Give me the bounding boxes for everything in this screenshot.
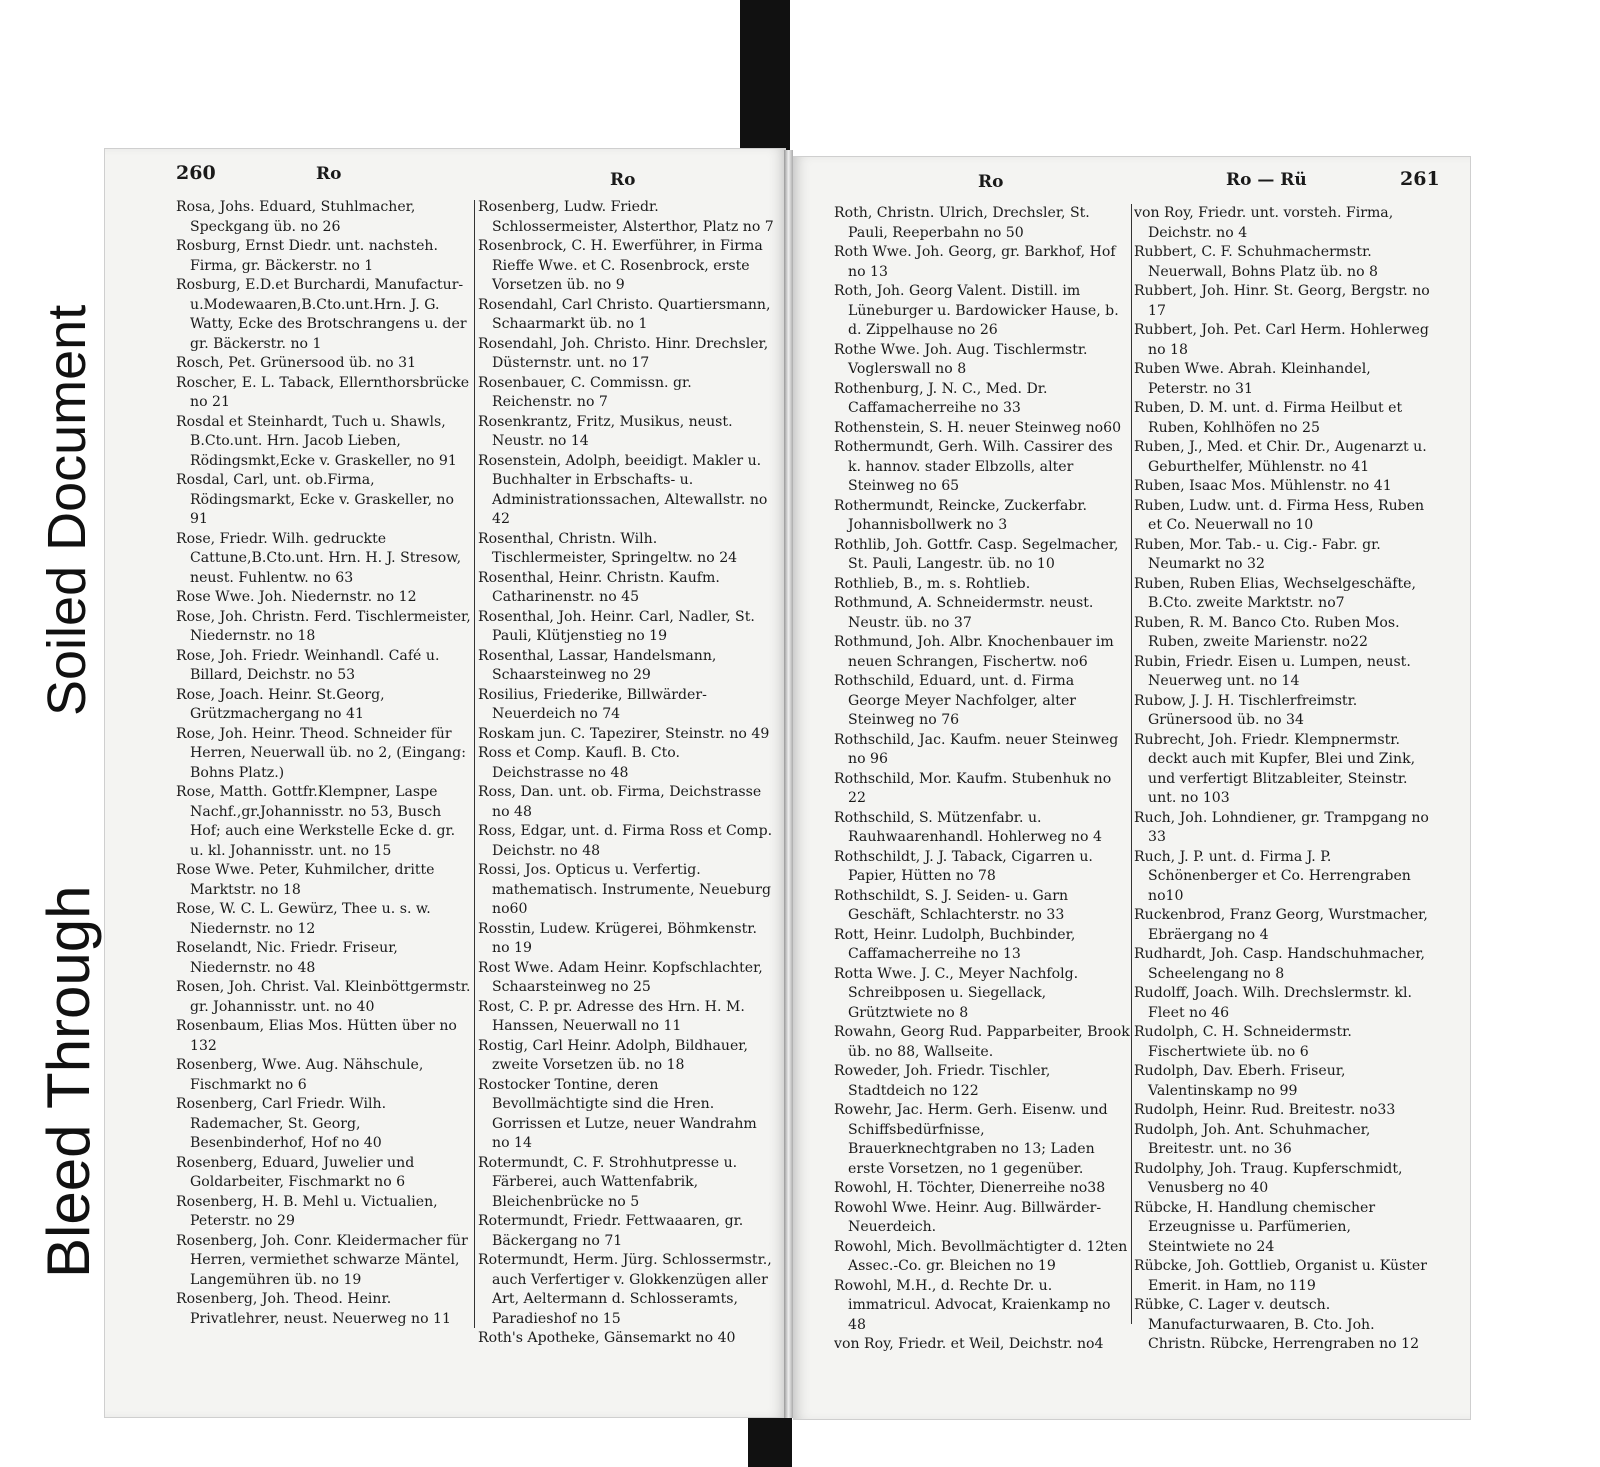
directory-entry: Rudolph, Joh. Ant. Schuhmacher, Breitestr. unt. no 36 (1134, 1121, 1371, 1157)
directory-entry: Rose, Joach. Heinr. St.Georg, Grützmachergang no 41 (176, 686, 385, 722)
directory-entry: Rosenthal, Lassar, Handelsmann, Schaarsteinweg no 29 (478, 647, 717, 683)
directory-entry: Rothmund, Joh. Albr. Knochenbauer im neuen Schrangen, Fischertw. no6 (834, 634, 1114, 670)
directory-entry: Rothlieb, B., m. s. Rohtlieb. (834, 575, 1031, 592)
directory-entry: Rosenberg, Eduard, Juwelier und Goldarbeiter, Fischmarkt no 6 (176, 1154, 415, 1190)
directory-entry: Rudolphy, Joh. Traug. Kupferschmidt, Venusberg no 40 (1134, 1160, 1403, 1196)
right-header-center: Ro (978, 172, 1004, 192)
directory-entry: Roselandt, Nic. Friedr. Friseur, Niedernstr. no 48 (176, 940, 398, 976)
left-column-2 (478, 198, 774, 1349)
directory-entry: Ruben, Isaac Mos. Mühlenstr. no 41 (1134, 478, 1392, 494)
directory-entry: Rosen, Joh. Christ. Val. Kleinböttgermstr. gr. Johannisstr. unt. no 40 (176, 979, 471, 1015)
directory-entry: Rosenberg, Ludw. Friedr. Schlossermeister, Alsterthor, Platz no 7 (478, 199, 774, 235)
directory-entry: Rübcke, H. Handlung chemischer Erzeugnisse u. Parfümerien, Steintwiete no 24 (1134, 1199, 1376, 1255)
directory-entry: Rubin, Friedr. Eisen u. Lumpen, neust. Neuerweg unt. no 14 (1134, 653, 1411, 689)
directory-entry: Ruben, Ludw. unt. d. Firma Hess, Ruben et Co. Neuerwall no 10 (1134, 497, 1425, 533)
directory-entry: von Roy, Friedr. et Weil, Deichstr. no4 (834, 1336, 1104, 1352)
directory-entry: Rowohl, Mich. Bevollmächtigter d. 12ten Assec.-Co. gr. Bleichen no 19 (834, 1238, 1128, 1274)
directory-entry: Rose, Matth. Gottfr.Klempner, Laspe Nachf.,gr.Johannisstr. no 53, Busch Hof; auch eine Werkstelle Ecke d. gr. u. kl. Johannisstr. unt. no 15 (176, 784, 456, 859)
directory-entry: Rosenberg, Wwe. Aug. Nähschule, Fischmarkt no 6 (176, 1057, 424, 1093)
directory-entry: Rost Wwe. Adam Heinr. Kopfschlachter, Schaarsteinweg no 25 (478, 959, 763, 995)
directory-entry: Roth, Joh. Georg Valent. Distill. im Lüneburger u. Bardowicker Hause, b. d. Zippelhause no 26 (834, 283, 1119, 338)
directory-entry: Rose, Joh. Christn. Ferd. Tischlermeister, Niedernstr. no 18 (176, 608, 471, 644)
directory-entry: Rosenbrock, C. H. Ewerführer, in Firma Rieffe Wwe. et C. Rosenbrock, erste Vorsetzen üb. no 9 (478, 238, 763, 293)
directory-entry: Rosa, Johs. Eduard, Stuhlmacher, Speckgang üb. no 26 (176, 199, 416, 235)
directory-entry: Ross, Dan. unt. ob. Firma, Deichstrasse no 48 (478, 784, 762, 820)
directory-entry: Ross et Comp. Kaufl. B. Cto. Deichstrasse no 48 (478, 745, 680, 781)
directory-entry: Rose Wwe. Peter, Kuhmilcher, dritte Marktstr. no 18 (176, 862, 435, 898)
directory-entry: Rotta Wwe. J. C., Meyer Nachfolg. Schreibposen u. Siegellack, Grütztwiete no 8 (834, 965, 1079, 1021)
directory-entry: Rothschildt, J. J. Taback, Cigarren u. Papier, Hütten no 78 (834, 848, 1093, 884)
directory-entry: Rost, C. P. pr. Adresse des Hrn. H. M. Hanssen, Neuerwall no 11 (478, 998, 745, 1034)
directory-entry: Rothschild, Jac. Kaufm. neuer Steinweg no 96 (834, 731, 1119, 767)
directory-entry: Rowahn, Georg Rud. Papparbeiter, Brook üb. no 88, Wallseite. (834, 1024, 1130, 1060)
directory-entry: Rübke, C. Lager v. deutsch. Manufacturwaaren, B. Cto. Joh. Christn. Rübcke, Herrengraben no 12 (1134, 1297, 1420, 1352)
directory-entry: Roscher, E. L. Taback, Ellernthorsbrücke no 21 (176, 374, 470, 410)
directory-entry: Ruben, Ruben Elias, Wechselgeschäfte, B.Cto. zweite Marktstr. no7 (1134, 575, 1416, 611)
directory-entry: Rosenthal, Joh. Heinr. Carl, Nadler, St. Pauli, Klütjenstieg no 19 (478, 608, 755, 644)
directory-entry: Rott, Heinr. Ludolph, Buchbinder, Caffamacherreihe no 13 (834, 926, 1076, 962)
directory-entry: Rosburg, E.D.et Burchardi, Manufactur-u.Modewaaren,B.Cto.unt.Hrn. J. G. Watty, Ecke des Brotschrangens u. der gr. Bäckerstr. no 1 (176, 277, 467, 352)
directory-entry: Rubbert, C. F. Schuhmachermstr. Neuerwall, Bohns Platz üb. no 8 (1134, 244, 1379, 280)
directory-entry: Rowohl, M.H., d. Rechte Dr. u. immatricul. Advocat, Kraienkamp no 48 (834, 1277, 1111, 1333)
book-spine (784, 150, 793, 1418)
directory-entry: Rosdal et Steinhardt, Tuch u. Shawls, B.Cto.unt. Hrn. Jacob Lieben, Rödingsmkt,Ecke v. Graskeller, no 91 (176, 413, 457, 469)
directory-entry: Rosenberg, H. B. Mehl u. Victualien, Peterstr. no 29 (176, 1193, 438, 1229)
binding-top (740, 0, 790, 150)
directory-entry: Roweder, Joh. Friedr. Tischler, Stadtdeich no 122 (834, 1063, 1051, 1099)
directory-entry: Rose, Joh. Friedr. Weinhandl. Café u. Billard, Deichstr. no 53 (176, 647, 440, 683)
right-column-divider (1131, 204, 1132, 1324)
directory-entry: Rothermundt, Reincke, Zuckerfabr. Johannisbollwerk no 3 (834, 497, 1088, 533)
directory-entry: Rothenstein, S. H. neuer Steinweg no60 (834, 419, 1122, 436)
directory-entry: Rosenstein, Adolph, beeidigt. Makler u. Buchhalter in Erbschafts- u. Administrationssachen, Altewallstr. no 42 (478, 452, 768, 527)
directory-entry: Ruben Wwe. Abrah. Kleinhandel, Peterstr. no 31 (1134, 361, 1371, 397)
directory-entry: Rosenberg, Joh. Theod. Heinr. Privatlehrer, neust. Neuerweg no 11 (176, 1291, 451, 1327)
directory-entry: Rosch, Pet. Grünersood üb. no 31 (176, 355, 417, 371)
directory-entry: Rothschild, S. Mützenfabr. u. Rauhwaarenhandl. Hohlerweg no 4 (834, 809, 1102, 845)
directory-entry: Rudolff, Joach. Wilh. Drechslermstr. kl. Fleet no 46 (1134, 985, 1413, 1021)
directory-entry: Rowehr, Jac. Herm. Gerh. Eisenw. und Schiffsbedürfnisse, Brauerknechtgraben no 13; Laden erste Vorsetzen, no 1 gegenüber. (834, 1102, 1108, 1177)
right-column-1 (834, 204, 1130, 1355)
directory-entry: Rothmund, A. Schneidermstr. neust. Neustr. üb. no 37 (834, 595, 1094, 631)
directory-entry: Rosenthal, Christn. Wilh. Tischlermeister, Springeltw. no 24 (478, 530, 738, 566)
directory-entry: Rubbert, Joh. Hinr. St. Georg, Bergstr. no 17 (1134, 283, 1430, 319)
directory-entry: Rubrecht, Joh. Friedr. Klempnermstr. deckt auch mit Kupfer, Blei und Zink, und verfertigt Blitzableiter, Steinstr. unt. no 103 (1134, 731, 1416, 806)
directory-entry: Rosenbauer, C. Commissn. gr. Reichenstr. no 7 (478, 374, 692, 410)
directory-entry: Rotermundt, Friedr. Fettwaaaren, gr. Bäckergang no 71 (478, 1213, 744, 1249)
directory-entry: Ruben, D. M. unt. d. Firma Heilbut et Ruben, Kohlhöfen no 25 (1134, 400, 1403, 436)
directory-entry: Rothschildt, S. J. Seiden- u. Garn Geschäft, Schlachterstr. no 33 (834, 887, 1069, 923)
bleed-through-label: Bleed Through (16, 822, 114, 1292)
directory-entry: Rosendahl, Joh. Christo. Hinr. Drechsler, Düsternstr. unt. no 17 (478, 335, 769, 371)
directory-entry: Roth, Christn. Ulrich, Drechsler, St. Pauli, Reeperbahn no 50 (834, 205, 1090, 241)
directory-entry: Rose, W. C. L. Gewürz, Thee u. s. w. Niedernstr. no 12 (176, 901, 431, 937)
directory-entry: Rosenkrantz, Fritz, Musikus, neust. Neustr. no 14 (478, 413, 733, 449)
directory-entry: Rosstin, Ludew. Krügerei, Böhmkenstr. no 19 (478, 920, 757, 956)
directory-entry: Rudhardt, Joh. Casp. Handschuhmacher, Scheelengang no 8 (1134, 946, 1426, 982)
directory-entry: Rowohl Wwe. Heinr. Aug. Billwärder-Neuerdeich. (834, 1199, 1102, 1235)
soiled-document-label: Soiled Document (26, 250, 88, 730)
directory-entry: Rosenthal, Heinr. Christn. Kaufm. Catharinenstr. no 45 (478, 569, 720, 605)
directory-entry: Rothermundt, Gerh. Wilh. Cassirer des k. hannov. stader Elbzolls, alter Steinweg no 65 (834, 439, 1113, 494)
directory-entry: Rostig, Carl Heinr. Adolph, Bildhauer, zweite Vorsetzen üb. no 18 (478, 1037, 748, 1073)
directory-entry: Rosendahl, Carl Christo. Quartiersmann, Schaarmarkt üb. no 1 (478, 296, 771, 332)
left-header-left: Ro (316, 164, 342, 184)
left-header-center: Ro (610, 170, 636, 190)
directory-entry: Rotermundt, C. F. Strohhutpresse u. Färberei, auch Wattenfabrik, Bleichenbrücke no 5 (478, 1154, 738, 1210)
left-page-number: 260 (176, 162, 216, 184)
directory-entry: Rose, Joh. Heinr. Theod. Schneider für Herren, Neuerwall üb. no 2, (Eingang: Bohns Platz.) (176, 725, 466, 781)
directory-entry: Rudolph, C. H. Schneidermstr. Fischertwiete üb. no 6 (1134, 1024, 1352, 1060)
directory-entry: Rose, Friedr. Wilh. gedruckte Cattune,B.Cto.unt. Hrn. H. J. Stresow, neust. Fuhlentw. no 63 (176, 530, 462, 586)
directory-entry: Rudolph, Heinr. Rud. Breitestr. no33 (1134, 1102, 1396, 1118)
directory-entry: Rosenbaum, Elias Mos. Hütten über no 132 (176, 1018, 457, 1054)
left-column-divider (474, 200, 475, 1328)
directory-entry: Rothschild, Eduard, unt. d. Firma George Meyer Nachfolger, alter Steinweg no 76 (834, 673, 1077, 728)
directory-entry: Roskam jun. C. Tapezirer, Steinstr. no 49 (478, 725, 770, 742)
directory-entry: Rudolph, Dav. Eberh. Friseur, Valentinskamp no 99 (1134, 1063, 1346, 1099)
directory-entry: Rotermundt, Herm. Jürg. Schlossermstr., auch Verfertiger v. Glokkenzügen aller Art, Aeltermann d. Schlosseramts, Paradieshof no 15 (478, 1252, 772, 1327)
directory-entry: Roth Wwe. Joh. Georg, gr. Barkhof, Hof no 13 (834, 244, 1116, 280)
directory-entry: Ruch, J. P. unt. d. Firma J. P. Schönenberger et Co. Herrengraben no10 (1134, 848, 1411, 904)
directory-entry: Rothlib, Joh. Gottfr. Casp. Segelmacher, St. Pauli, Langestr. üb. no 10 (834, 536, 1119, 572)
directory-entry: Ruckenbrod, Franz Georg, Wurstmacher, Ebräergang no 4 (1134, 907, 1428, 943)
directory-entry: Rothenburg, J. N. C., Med. Dr. Caffamacherreihe no 33 (834, 380, 1048, 416)
directory-entry: Ruben, Mor. Tab.- u. Cig.- Fabr. gr. Neumarkt no 32 (1134, 536, 1381, 572)
directory-entry: Rubow, J. J. H. Tischlerfreimstr. Grünersood üb. no 34 (1134, 692, 1358, 728)
directory-entry: Rubbert, Joh. Pet. Carl Herm. Hohlerweg no 18 (1134, 322, 1429, 358)
directory-entry: Rossi, Jos. Opticus u. Verfertig. mathematisch. Instrumente, Neueburg no60 (478, 862, 771, 917)
left-column-1 (176, 198, 472, 1329)
directory-entry: Rosilius, Friederike, Billwärder-Neuerdeich no 74 (478, 686, 707, 722)
directory-entry: Rothschild, Mor. Kaufm. Stubenhuk no 22 (834, 770, 1112, 806)
right-header-right: Ro — Rü (1226, 170, 1307, 190)
directory-entry: Rosenberg, Carl Friedr. Wilh. Rademacher, St. Georg, Besenbinderhof, Hof no 40 (176, 1096, 387, 1151)
directory-entry: Ruben, J., Med. et Chir. Dr., Augenarzt u. Geburthelfer, Mühlenstr. no 41 (1134, 439, 1427, 475)
directory-entry: Rostocker Tontine, deren Bevollmächtigte sind die Hren. Gorrissen et Lutze, neuer Wandrahm no 14 (478, 1076, 757, 1151)
directory-entry: Roth's Apotheke, Gänsemarkt no 40 (478, 1330, 736, 1346)
directory-entry: von Roy, Friedr. unt. vorsteh. Firma, Deichstr. no 4 (1134, 205, 1394, 241)
directory-entry: Ruch, Joh. Lohndiener, gr. Trampgang no 33 (1134, 809, 1429, 845)
directory-entry: Rosenberg, Joh. Conr. Kleidermacher für Herren, vermiethet schwarze Mäntel, Langemühren üb. no 19 (176, 1232, 468, 1288)
directory-entry: Rothe Wwe. Joh. Aug. Tischlermstr. Voglerswall no 8 (834, 341, 1088, 377)
right-page-number: 261 (1400, 168, 1440, 190)
directory-entry: Rübcke, Joh. Gottlieb, Organist u. Küster Emerit. in Ham, no 119 (1134, 1258, 1428, 1294)
right-column-2 (1134, 204, 1430, 1355)
directory-entry: Rowohl, H. Töchter, Dienerreihe no38 (834, 1180, 1106, 1196)
directory-entry: Rosburg, Ernst Diedr. unt. nachsteh. Firma, gr. Bäckerstr. no 1 (176, 238, 438, 274)
directory-entry: Ross, Edgar, unt. d. Firma Ross et Comp. Deichstr. no 48 (478, 823, 773, 859)
directory-entry: Rose Wwe. Joh. Niedernstr. no 12 (176, 589, 417, 605)
directory-entry: Rosdal, Carl, unt. ob.Firma, Rödingsmarkt, Ecke v. Graskeller, no 91 (176, 472, 454, 527)
directory-entry: Ruben, R. M. Banco Cto. Ruben Mos. Ruben, zweite Marienstr. no22 (1134, 614, 1400, 650)
